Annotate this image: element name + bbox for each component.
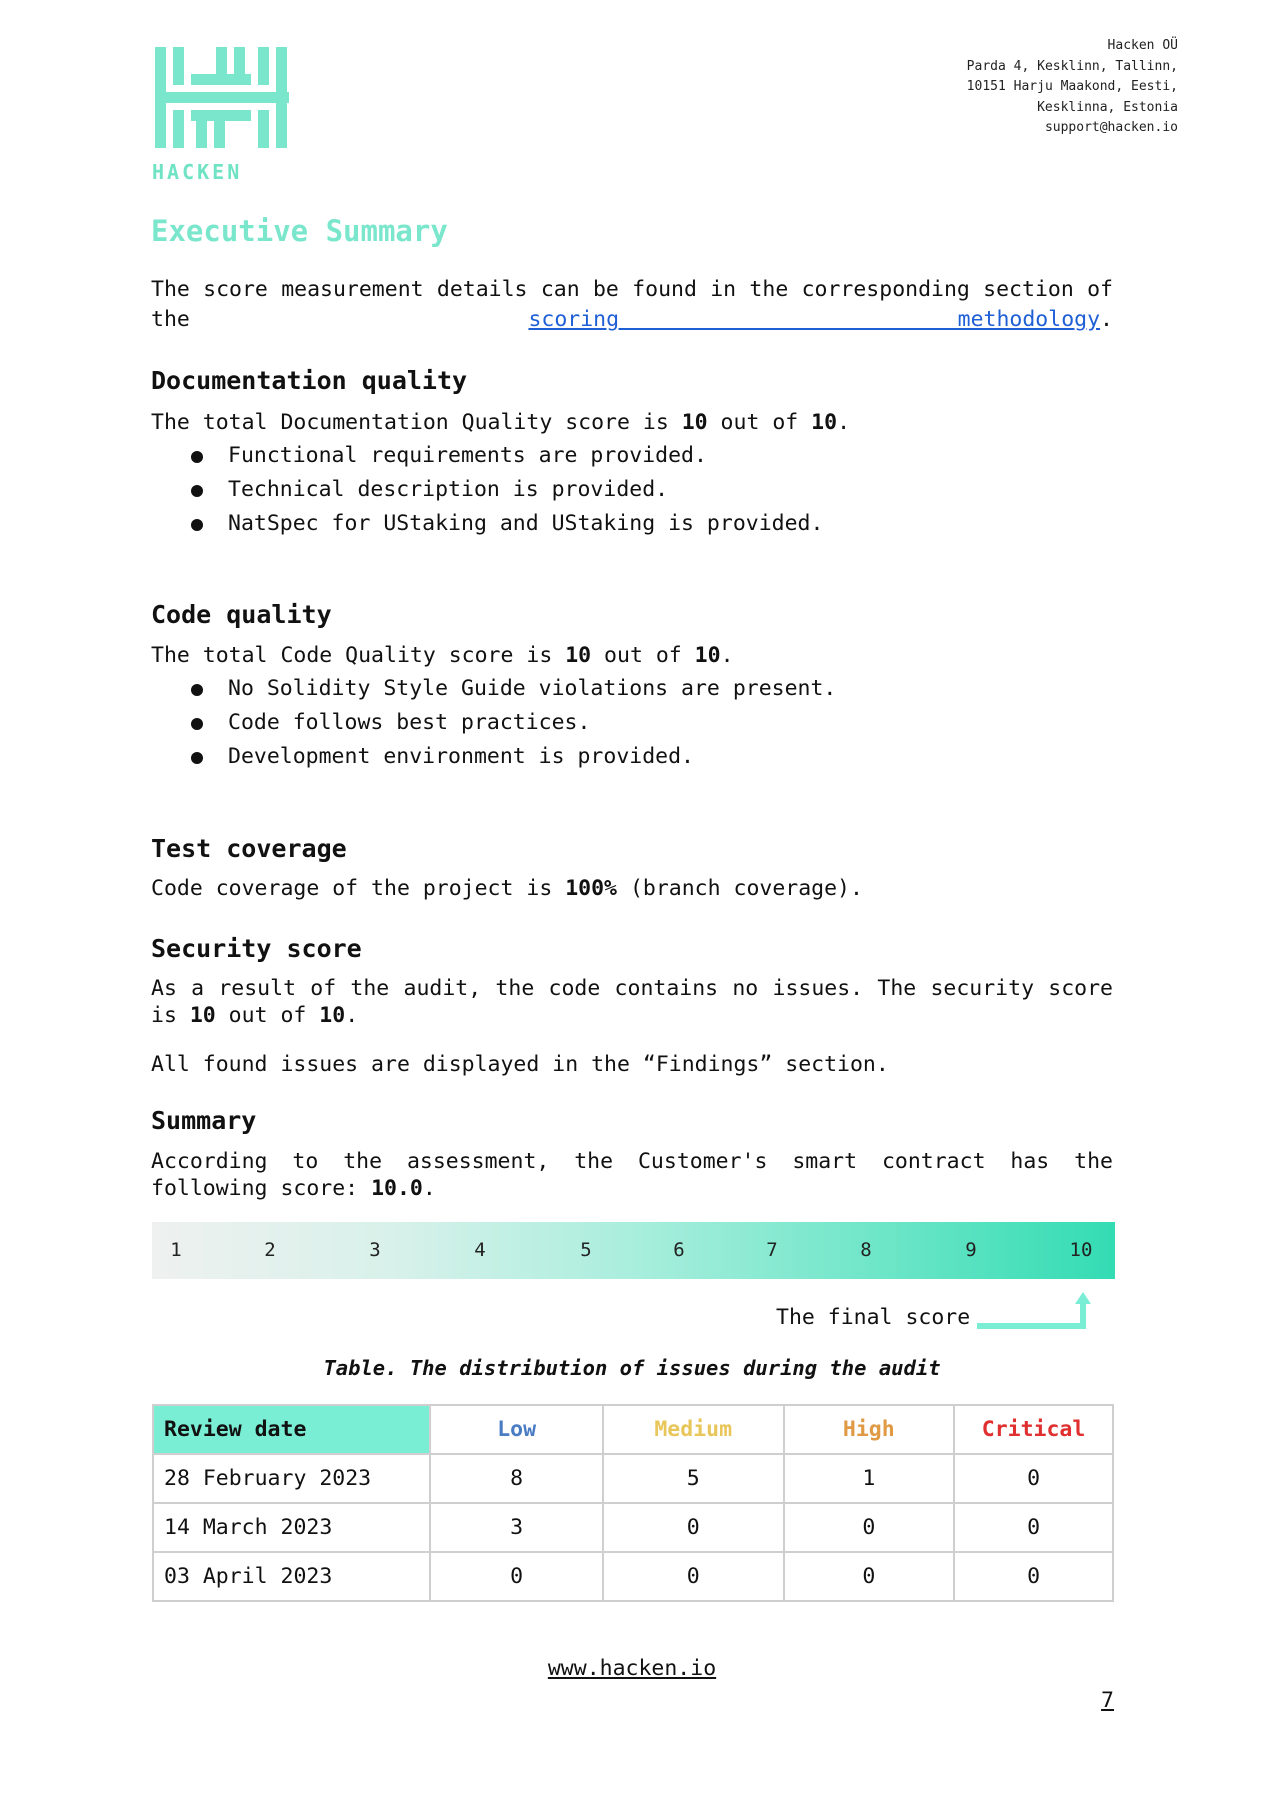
- medium-count-cell: 0: [603, 1503, 784, 1552]
- table-row: [153, 1454, 1113, 1503]
- critical-count-cell: 0: [954, 1552, 1113, 1601]
- score-prefix: The total Code Quality score is: [151, 643, 566, 668]
- findings-note: All found issues are displayed in the “Findings” section.: [151, 1052, 889, 1077]
- summary-line-2: [151, 1175, 1113, 1202]
- list-item-text: Functional requirements are provided.: [228, 443, 707, 468]
- column-header-medium: Medium: [603, 1405, 784, 1454]
- list-item: [151, 507, 823, 541]
- critical-count-cell: 0: [954, 1503, 1113, 1552]
- address-line: Hacken OÜ: [1107, 38, 1178, 53]
- scale-tick: 9: [965, 1239, 977, 1261]
- score-max: 10: [811, 410, 838, 435]
- scale-tick: 6: [673, 1239, 685, 1261]
- low-count-cell: 0: [430, 1552, 603, 1601]
- security-prefix: is: [151, 1003, 190, 1028]
- list-item: [151, 672, 836, 706]
- list-item: [151, 706, 836, 740]
- score-value: 10: [189, 1003, 216, 1028]
- high-count-cell: 1: [784, 1454, 955, 1503]
- test-coverage-text: [151, 874, 1113, 904]
- critical-count-cell: 0: [954, 1454, 1113, 1503]
- score-prefix: The total Documentation Quality score is: [151, 410, 682, 435]
- score-mid: out of: [707, 410, 812, 435]
- company-address: [967, 36, 1178, 139]
- support-email: support@hacken.io: [1044, 120, 1178, 135]
- score-suffix: .: [345, 1003, 359, 1028]
- coverage-suffix: (branch coverage).: [617, 876, 863, 901]
- score-value: 10: [565, 643, 592, 668]
- score-suffix: .: [720, 643, 734, 668]
- summary-prefix: following score:: [151, 1176, 372, 1201]
- scale-tick: 10: [1069, 1239, 1093, 1261]
- table-caption: Table. The distribution of issues during the audit: [323, 1356, 941, 1380]
- review-date-cell: 28 February 2023: [153, 1454, 430, 1503]
- logo-wordmark: HACKEN: [152, 160, 243, 184]
- security-score-text: [151, 975, 1113, 1029]
- medium-count-cell: 0: [603, 1552, 784, 1601]
- table-header-row: [153, 1405, 1113, 1454]
- final-score-arrow-icon: [975, 1290, 1095, 1334]
- summary-line-1: According to the assessment, the Customer's smart contract has the: [151, 1149, 1113, 1174]
- column-header-high: High: [784, 1405, 955, 1454]
- list-item-text: Development environment is provided.: [228, 744, 694, 769]
- scale-tick: 8: [860, 1239, 872, 1261]
- summary-text: [151, 1148, 1113, 1202]
- list-item-text: Code follows best practices.: [228, 710, 591, 735]
- intro-end: .: [1100, 307, 1113, 332]
- test-coverage-heading: Test coverage: [151, 834, 347, 863]
- list-item-text: Technical description is provided.: [228, 477, 669, 502]
- code-quality-heading: Code quality: [151, 600, 332, 629]
- final-score-label: The final score: [776, 1305, 971, 1330]
- score-suffix: .: [837, 410, 851, 435]
- scale-tick: 5: [580, 1239, 592, 1261]
- scale-tick: 3: [369, 1239, 381, 1261]
- bullet-icon: [191, 684, 203, 696]
- column-header-review-date: Review date: [153, 1405, 430, 1454]
- coverage-prefix: Code coverage of the project is: [151, 876, 566, 901]
- review-date-cell: 03 April 2023: [153, 1552, 430, 1601]
- scoring-methodology-link[interactable]: scoring methodology: [528, 307, 1101, 332]
- summary-suffix: .: [422, 1176, 436, 1201]
- table-row: [153, 1552, 1113, 1601]
- address-line: Parda 4, Kesklinn, Tallinn,: [966, 58, 1178, 74]
- score-scale-bar: [152, 1222, 1115, 1279]
- scale-tick: 1: [170, 1239, 182, 1261]
- coverage-value: 100%: [565, 876, 617, 901]
- scale-tick: 4: [474, 1239, 486, 1261]
- list-item-text: NatSpec for UStaking and UStaking is provided.: [228, 511, 824, 536]
- column-header-critical: Critical: [954, 1405, 1113, 1454]
- issues-table: [152, 1404, 1114, 1602]
- page-title: Executive Summary: [151, 214, 448, 248]
- scale-tick: 7: [766, 1239, 778, 1261]
- high-count-cell: 0: [784, 1552, 955, 1601]
- documentation-bullets: [151, 439, 823, 541]
- address-line: Kesklinna, Estonia: [1037, 99, 1178, 115]
- intro-text: The score measurement details can be found in the corresponding section of the: [151, 277, 1113, 332]
- high-count-cell: 0: [784, 1503, 955, 1552]
- list-item: [151, 740, 836, 774]
- medium-count-cell: 5: [603, 1454, 784, 1503]
- code-bullets: [151, 672, 836, 774]
- score-mid: out of: [591, 643, 695, 668]
- review-date-cell: 14 March 2023: [153, 1503, 430, 1552]
- low-count-cell: 8: [430, 1454, 603, 1503]
- page-number: 7: [1101, 1688, 1114, 1713]
- score-max: 10: [319, 1003, 346, 1028]
- score-max: 10: [694, 643, 721, 668]
- security-line-1: As a result of the audit, the code contains no issues. The security score: [151, 976, 1113, 1001]
- low-count-cell: 3: [430, 1503, 603, 1552]
- address-line: 10151 Harju Maakond, Eesti,: [966, 79, 1178, 94]
- code-score-text: [151, 641, 1113, 671]
- list-item: [151, 439, 823, 473]
- security-line-2: [151, 1002, 1113, 1029]
- score-mid: out of: [215, 1003, 320, 1028]
- final-score-value: 10.0: [371, 1176, 423, 1201]
- security-score-heading: Security score: [151, 934, 362, 963]
- table-row: [153, 1503, 1113, 1552]
- bullet-icon: [191, 485, 203, 497]
- bullet-icon: [191, 718, 203, 730]
- list-item: [151, 473, 823, 507]
- bullet-icon: [191, 752, 203, 764]
- list-item-text: No Solidity Style Guide violations are present.: [228, 676, 837, 701]
- score-value: 10: [681, 410, 708, 435]
- footer-website-link[interactable]: www.hacken.io: [547, 1656, 717, 1681]
- bullet-icon: [191, 519, 203, 531]
- column-header-low: Low: [430, 1405, 603, 1454]
- bullet-icon: [191, 451, 203, 463]
- documentation-score-text: [151, 408, 1113, 438]
- summary-heading: Summary: [151, 1106, 257, 1135]
- documentation-heading: Documentation quality: [151, 366, 468, 395]
- scale-tick: 2: [264, 1239, 276, 1261]
- intro-paragraph: [151, 275, 1113, 335]
